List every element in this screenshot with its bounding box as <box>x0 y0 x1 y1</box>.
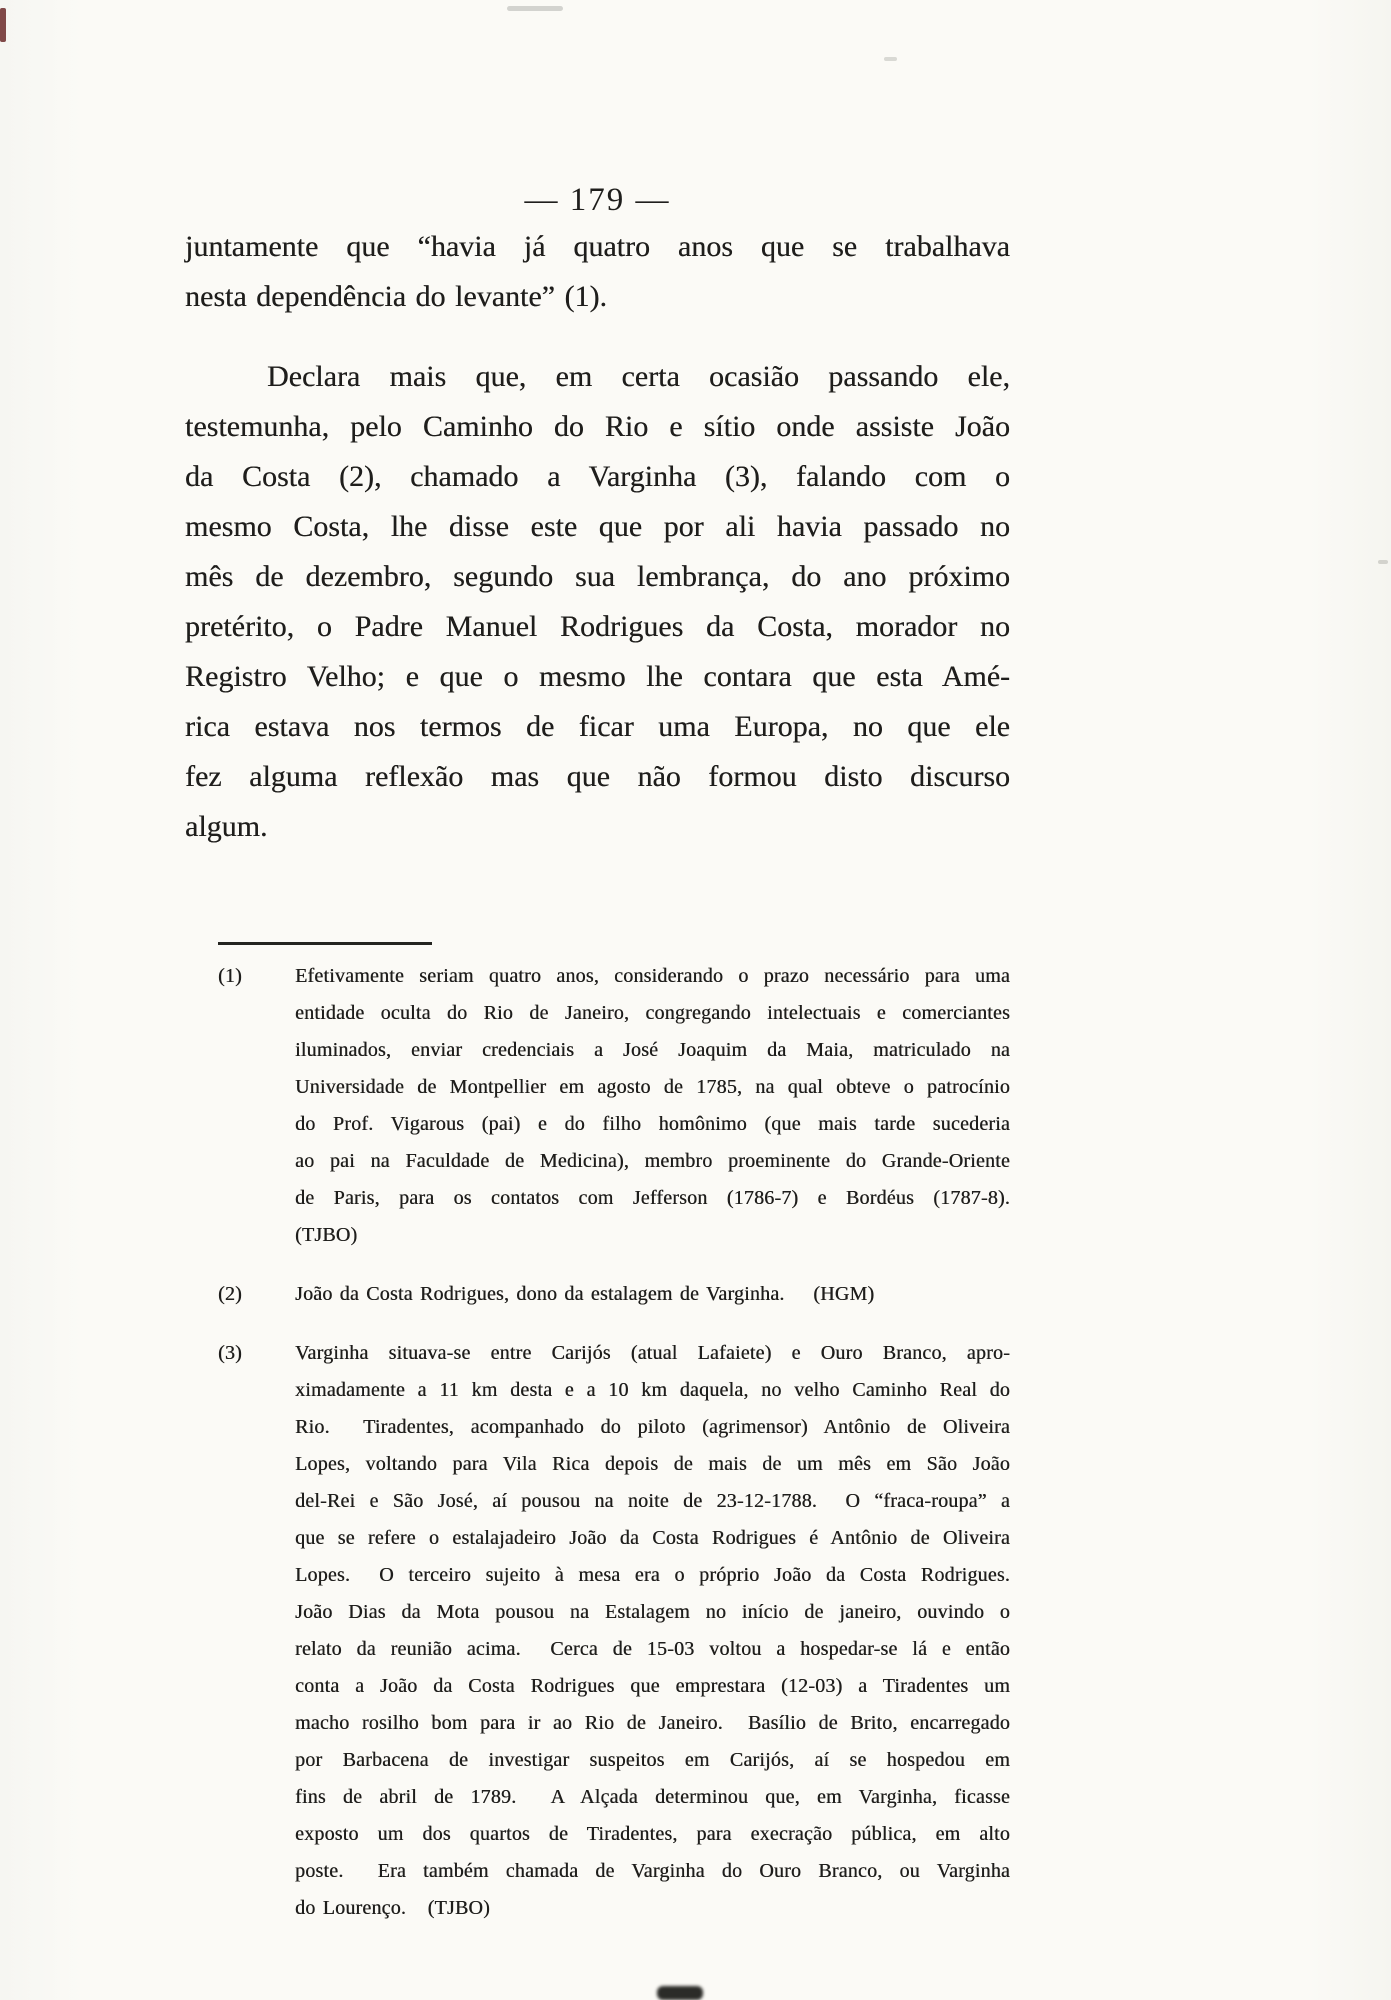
text-line: Varginha situava-se entre Carijós (atual Lafaiete) e Ouro Branco, apro- <box>295 1342 1010 1364</box>
footnote-body <box>295 1335 1010 1927</box>
text-line: algum. <box>185 810 268 843</box>
text-line: exposto um dos quartos de Tiradentes, para execração pública, em alto <box>295 1823 1010 1845</box>
text-line: iluminados, enviar credenciais a José Joaquim da Maia, matriculado na <box>295 1039 1010 1061</box>
text-line: por Barbacena de investigar suspeitos em Carijós, aí se hospedou em <box>295 1749 1010 1771</box>
footnote <box>218 958 1010 1254</box>
footnote-body <box>295 1276 1010 1313</box>
footnote <box>218 1276 1010 1313</box>
text-line: da Costa (2), chamado a Varginha (3), falando com o <box>185 460 1010 493</box>
text-line: pretérito, o Padre Manuel Rodrigues da Costa, morador no <box>185 610 1010 643</box>
text-line: fins de abril de 1789. A Alçada determinou que, em Varginha, ficasse <box>295 1786 1010 1808</box>
footnote <box>218 1335 1010 1927</box>
text-line: que se refere o estalajadeiro João da Costa Rodrigues é Antônio de Oliveira <box>295 1527 1010 1549</box>
footnote-list <box>218 958 1010 1927</box>
text-line: de Paris, para os contatos com Jefferson (1786-7) e Bordéus (1787-8). <box>295 1187 1010 1209</box>
footnote-marker: (2) <box>218 1283 242 1305</box>
text-line: Lopes, voltando para Vila Rica depois de mais de um mês em São João <box>295 1453 1010 1475</box>
text-line: Efetivamente seriam quatro anos, considerando o prazo necessário para uma <box>295 965 1010 987</box>
text-line: do Prof. Vigarous (pai) e do filho homônimo (que mais tarde sucederia <box>295 1113 1010 1135</box>
scan-artifact-right-edge <box>1378 560 1388 564</box>
text-line: Rio. Tiradentes, acompanhado do piloto (agrimensor) Antônio de Oliveira <box>295 1416 1010 1438</box>
text-line: ximadamente a 11 km desta e a 10 km daquela, no velho Caminho Real do <box>295 1379 1010 1401</box>
text-line: mesmo Costa, lhe disse este que por ali havia passado no <box>185 510 1010 543</box>
text-line: Declara mais que, em certa ocasião passando ele, <box>267 360 1010 393</box>
text-line: macho rosilho bom para ir ao Rio de Janeiro. Basílio de Brito, encarregado <box>295 1712 1010 1734</box>
text-line: nesta dependência do levante” (1). <box>185 280 607 313</box>
text-line: Lopes. O terceiro sujeito à mesa era o próprio João da Costa Rodrigues. <box>295 1564 1010 1586</box>
footnote-separator-rule <box>218 942 432 945</box>
text-line: (TJBO) <box>295 1224 358 1246</box>
scan-artifact-top-center <box>507 6 563 11</box>
text-line: testemunha, pelo Caminho do Rio e sítio onde assiste João <box>185 410 1010 443</box>
scan-artifact-top-right <box>884 57 897 61</box>
footnote-marker: (3) <box>218 1342 242 1364</box>
text-line: mês de dezembro, segundo sua lembrança, do ano próximo <box>185 560 1010 593</box>
text-line: João da Costa Rodrigues, dono da estalagem de Varginha. (HGM) <box>295 1283 875 1305</box>
text-line: relato da reunião acima. Cerca de 15-03 voltou a hospedar-se lá e então <box>295 1638 1010 1660</box>
text-line: juntamente que “havia já quatro anos que se trabalhava <box>185 230 1010 263</box>
text-line: rica estava nos termos de ficar uma Europa, no que ele <box>185 710 1010 743</box>
text-line: João Dias da Mota pousou na Estalagem no início de janeiro, ouvindo o <box>295 1601 1010 1623</box>
text-line: del-Rei e São José, aí pousou na noite de 23-12-1788. O “fraca-roupa” a <box>295 1490 1010 1512</box>
scan-artifact-bottom-center <box>657 1986 703 2000</box>
page-number: — 179 — <box>524 182 671 218</box>
footnote-body <box>295 958 1010 1254</box>
text-line: Universidade de Montpellier em agosto de 1785, na qual obteve o patrocínio <box>295 1076 1010 1098</box>
text-line: Registro Velho; e que o mesmo lhe contara que esta Amé- <box>185 660 1010 693</box>
text-line: fez alguma reflexão mas que não formou disto discurso <box>185 760 1010 793</box>
text-line: poste. Era também chamada de Varginha do Ouro Branco, ou Varginha <box>295 1860 1010 1882</box>
text-line: entidade oculta do Rio de Janeiro, congregando intelectuais e comerciantes <box>295 1002 1010 1024</box>
paragraph <box>185 352 1010 852</box>
scan-artifact-top-left <box>0 8 6 42</box>
text-line: ao pai na Faculdade de Medicina), membro proeminente do Grande-Oriente <box>295 1150 1010 1172</box>
footnote-marker: (1) <box>218 965 242 987</box>
paragraph <box>185 222 1010 322</box>
body-text <box>185 222 1010 852</box>
text-line: do Lourenço. (TJBO) <box>295 1897 490 1919</box>
text-line: conta a João da Costa Rodrigues que emprestara (12-03) a Tiradentes um <box>295 1675 1010 1697</box>
